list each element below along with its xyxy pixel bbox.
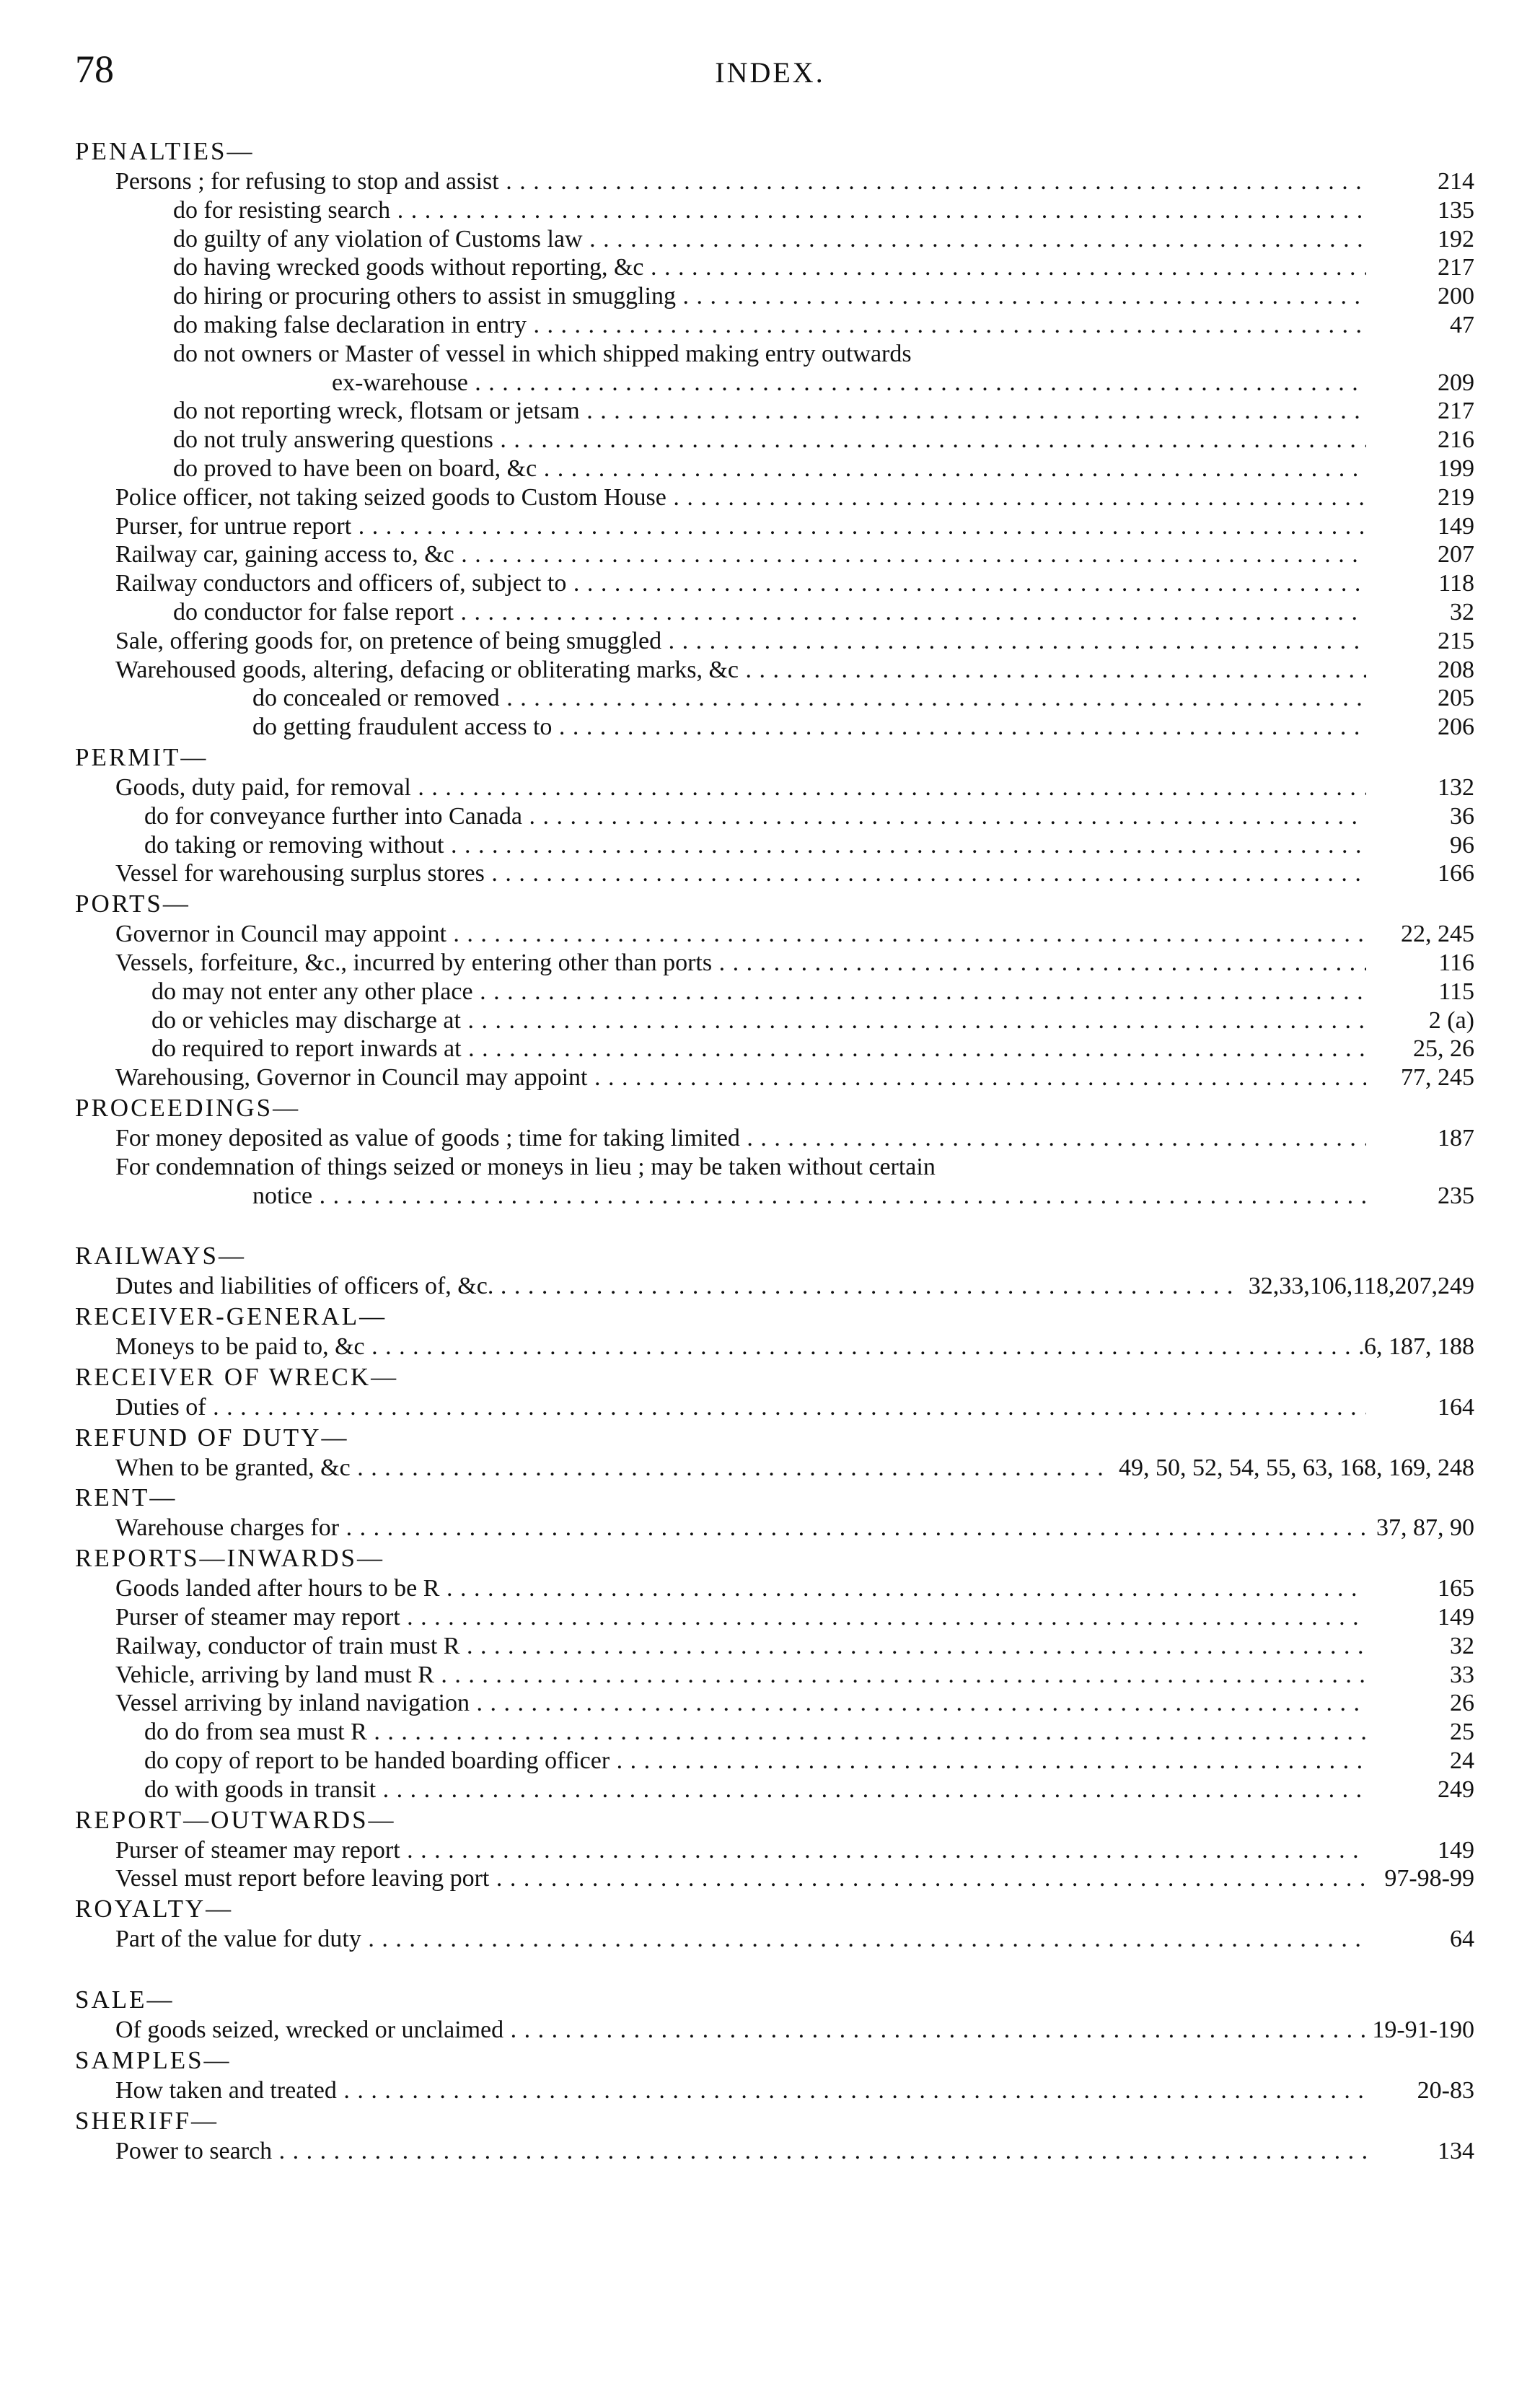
entry-page-ref: 22, 245 [1401,921,1474,948]
entry-page-ref: 219 [1438,483,1474,511]
index-section [75,1240,1474,1301]
entry-text: Warehouse charges for . . . [115,1514,1366,1543]
entry-page-ref: 49, 50, 52, 54, 55, 63, 168, 169, 248 [1114,1454,1474,1483]
index-entry [75,1747,1474,1776]
index-entry [75,1661,1474,1690]
entry-text: do getting fraudulent access to . . . [252,713,1366,742]
entry-text: Moneys to be paid to, &c . . . [115,1333,1366,1361]
index-entry [75,598,1474,627]
section-heading: ROYALTY— [75,1895,234,1923]
entry-text: Vessel arriving by inland navigation . . . [115,1689,1366,1718]
entry-text: Vessel for warehousing surplus stores . . . [115,859,1366,888]
entry-page-ref: 25 [1450,1719,1474,1746]
entry-page-ref: 164 [1438,1393,1474,1421]
entry-page-ref: 32 [1450,1632,1474,1659]
entry-page-ref: 166 [1438,860,1474,887]
index-section [75,1301,1474,1361]
entry-page-ref: 135 [1438,196,1474,224]
entry-page-ref: 33 [1450,1661,1474,1688]
entry-page-ref: 64 [1450,1926,1474,1953]
entry-page-ref: 96 [1450,831,1474,859]
page-title: INDEX. [715,56,825,89]
entry-text: For condemnation of things seized or moneys in lieu ; may be taken without certain [115,1153,936,1180]
entry-page-ref: 132 [1438,773,1474,801]
entry-text: Vessel must report before leaving port . . . [115,1864,1366,1893]
index-entry [75,2016,1474,2045]
index-entry [75,1689,1474,1718]
entry-page-ref: 2 (a) [1428,1006,1474,1034]
entry-text: do concealed or removed . . . [252,684,1366,713]
index-entry [75,949,1474,978]
entry-text: ex-warehouse . . . [332,369,1366,398]
entry-text: Purser of steamer may report . . . [115,1836,1366,1865]
section-heading: SALE— [75,1985,175,2014]
section-heading: RECEIVER OF WRECK— [75,1362,399,1391]
entry-page-ref: 97-98-99 [1384,1865,1474,1892]
index-entry [75,426,1474,455]
index-section [75,1422,1474,1483]
entry-page-ref: 26 [1450,1690,1474,1717]
index-entry [75,253,1474,282]
entry-page-ref: 134 [1438,2137,1474,2164]
entry-page-ref: 6, 187, 188 [1364,1333,1474,1361]
index-entry [75,1035,1474,1063]
entry-text: do conductor for false report . . . [173,598,1366,627]
entry-text: Dutes and liabilities of officers of, &c. . . . [115,1272,1238,1301]
index-section [75,1543,1474,1804]
index-section [75,742,1474,888]
section-heading: PORTS— [75,890,190,918]
index-entry [75,1454,1474,1483]
index-entry [75,483,1474,512]
index-entry [75,1632,1474,1661]
index-section [75,2105,1474,2166]
entry-text: Warehoused goods, altering, defacing or obliterating marks, &c . . . [115,656,1366,685]
entry-text: do not reporting wreck, flotsam or jetsam . . . [173,397,1366,426]
index-entry [75,1333,1474,1361]
index-entry [75,282,1474,311]
entry-page-ref: 209 [1438,369,1474,396]
section-heading: RENT— [75,1483,177,1512]
entry-page-ref: 165 [1438,1575,1474,1602]
entry-text: Vehicle, arriving by land must R . . . [115,1661,1366,1690]
entry-text: do making false declaration in entry . . . [173,311,1366,340]
page-number: 78 [75,48,114,91]
index-entry [75,859,1474,888]
entry-text: Railway conductors and officers of, subject to . . . [115,569,1366,598]
entry-page-ref: 200 [1438,283,1474,310]
index-entry [75,1124,1474,1153]
entry-text: do do from sea must R . . . [144,1718,1366,1747]
index-entry [75,311,1474,340]
entry-page-ref: 192 [1438,225,1474,253]
index-entry [75,713,1474,742]
entry-text: Of goods seized, wrecked or unclaimed . . . [115,2016,1366,2045]
index-entry [75,2137,1474,2166]
section-gap [75,1954,1474,1984]
entry-page-ref: 235 [1438,1182,1474,1209]
entry-text: Railway, conductor of train must R . . . [115,1632,1366,1661]
entry-page-ref: 24 [1450,1747,1474,1775]
entry-text: do not owners or Master of vessel in which shipped making entry outwards [173,340,912,367]
index-entry [75,540,1474,569]
entry-page-ref: 187 [1438,1124,1474,1151]
entry-page-ref: 118 [1438,570,1474,597]
entry-text: Purser, for untrue report . . . [115,512,1366,541]
entry-text: do copy of report to be handed boarding officer . . . [144,1747,1366,1776]
entry-page-ref: 216 [1438,426,1474,454]
entry-page-ref: 20-83 [1417,2076,1474,2104]
entry-text: Warehousing, Governor in Council may appoint . . . [115,1063,1366,1092]
entry-text: Vessels, forfeiture, &c., incurred by entering other than ports . . . [115,949,1366,978]
section-heading: PROCEEDINGS— [75,1093,301,1122]
index-entry [75,1514,1474,1543]
section-heading: RAILWAYS— [75,1242,247,1271]
index-entry [75,656,1474,685]
entry-page-ref: 215 [1438,627,1474,654]
entry-text: Sale, offering goods for, on pretence of being smuggled . . . [115,627,1366,656]
index-entry [75,340,1474,369]
index-entry [75,684,1474,713]
entry-text: do hiring or procuring others to assist in smuggling . . . [173,282,1366,311]
index-entry [75,196,1474,225]
entry-page-ref: 149 [1438,512,1474,540]
section-heading: PERMIT— [75,742,208,771]
index-entry [75,920,1474,949]
index-content [75,136,1474,2165]
index-entry [75,1272,1474,1301]
index-entry [75,397,1474,426]
entry-text: do proved to have been on board, &c . . . [173,455,1366,483]
index-entry [75,369,1474,398]
section-heading: REPORTS—INWARDS— [75,1544,385,1573]
entry-text: Persons ; for refusing to stop and assist . . . [115,167,1366,196]
entry-page-ref: 36 [1450,802,1474,830]
entry-text: Railway car, gaining access to, &c . . . [115,540,1366,569]
index-section [75,1361,1474,1422]
entry-page-ref: 199 [1438,455,1474,482]
entry-text: Part of the value for duty . . . [115,1925,1366,1954]
index-entry [75,1182,1474,1211]
index-entry [75,2076,1474,2105]
index-section [75,1804,1474,1894]
index-entry [75,569,1474,598]
section-heading: SHERIFF— [75,2106,219,2135]
entry-page-ref: 32,33,106,118,207,249 [1244,1272,1474,1301]
entry-page-ref: 47 [1450,311,1474,338]
index-entry [75,802,1474,831]
index-entry [75,1864,1474,1893]
entry-text: When to be granted, &c . . . [115,1454,1109,1483]
entry-page-ref: 217 [1438,254,1474,281]
entry-text: do guilty of any violation of Customs law . . . [173,225,1366,254]
index-entry [75,1063,1474,1092]
entry-text: Goods landed after hours to be R . . . [115,1574,1366,1603]
section-heading: RECEIVER-GENERAL— [75,1302,387,1331]
entry-page-ref: 214 [1438,168,1474,195]
index-entry [75,978,1474,1006]
index-entry [75,1393,1474,1422]
index-entry [75,1718,1474,1747]
index-section [75,888,1474,1092]
index-entry [75,1836,1474,1865]
entry-page-ref: 206 [1438,714,1474,741]
entry-page-ref: 149 [1438,1836,1474,1864]
entry-page-ref: 32 [1450,598,1474,626]
entry-text: do for conveyance further into Canada . . . [144,802,1366,831]
entry-text: do required to report inwards at . . . [151,1035,1366,1063]
index-section [75,1482,1474,1543]
index-entry [75,1574,1474,1603]
entry-page-ref: 37, 87, 90 [1376,1514,1474,1542]
index-entry [75,1776,1474,1804]
entry-text: How taken and treated . . . [115,2076,1366,2105]
entry-page-ref: 19-91-190 [1372,2017,1474,2044]
entry-text: do or vehicles may discharge at . . . [151,1006,1366,1035]
index-entry [75,455,1474,483]
index-section [75,1984,1474,2045]
entry-text: Duties of . . . [115,1393,1366,1422]
index-entry [75,773,1474,802]
entry-page-ref: 217 [1438,398,1474,425]
index-entry [75,225,1474,254]
index-section [75,1092,1474,1210]
entry-text: Governor in Council may appoint . . . [115,920,1366,949]
section-gap [75,1210,1474,1240]
index-entry [75,1006,1474,1035]
entry-page-ref: 77, 245 [1401,1064,1474,1092]
entry-text: do with goods in transit . . . [144,1776,1366,1804]
entry-page-ref: 208 [1438,656,1474,683]
entry-page-ref: 207 [1438,541,1474,569]
index-entry [75,512,1474,541]
entry-text: do for resisting search . . . [173,196,1366,225]
section-heading: SAMPLES— [75,2045,232,2074]
index-entry [75,1925,1474,1954]
entry-text: notice . . . [252,1182,1366,1211]
section-heading: PENALTIES— [75,137,255,165]
entry-text: do may not enter any other place . . . [151,978,1366,1006]
entry-text: Goods, duty paid, for removal . . . [115,773,1366,802]
index-entry [75,167,1474,196]
index-section [75,136,1474,742]
entry-text: do having wrecked goods without reporting, &c . . . [173,253,1366,282]
entry-text: do not truly answering questions . . . [173,426,1366,455]
section-heading: REPORT—OUTWARDS— [75,1805,396,1834]
index-entry [75,831,1474,860]
entry-page-ref: 205 [1438,685,1474,712]
entry-text: Police officer, not taking seized goods to Custom House . . . [115,483,1366,512]
entry-page-ref: 25, 26 [1413,1035,1474,1063]
entry-text: Power to search . . . [115,2137,1366,2166]
entry-page-ref: 115 [1438,978,1474,1005]
section-heading: REFUND OF DUTY— [75,1423,349,1452]
index-entry [75,1153,1474,1182]
entry-text: For money deposited as value of goods ; time for taking limited . . . [115,1124,1366,1153]
entry-page-ref: 149 [1438,1604,1474,1631]
entry-page-ref: 116 [1438,949,1474,976]
index-entry [75,1603,1474,1632]
index-section [75,2045,1474,2105]
index-section [75,1893,1474,1954]
entry-text: do taking or removing without . . . [144,831,1366,860]
index-entry [75,627,1474,656]
entry-page-ref: 249 [1438,1776,1474,1803]
entry-text: Purser of steamer may report . . . [115,1603,1366,1632]
